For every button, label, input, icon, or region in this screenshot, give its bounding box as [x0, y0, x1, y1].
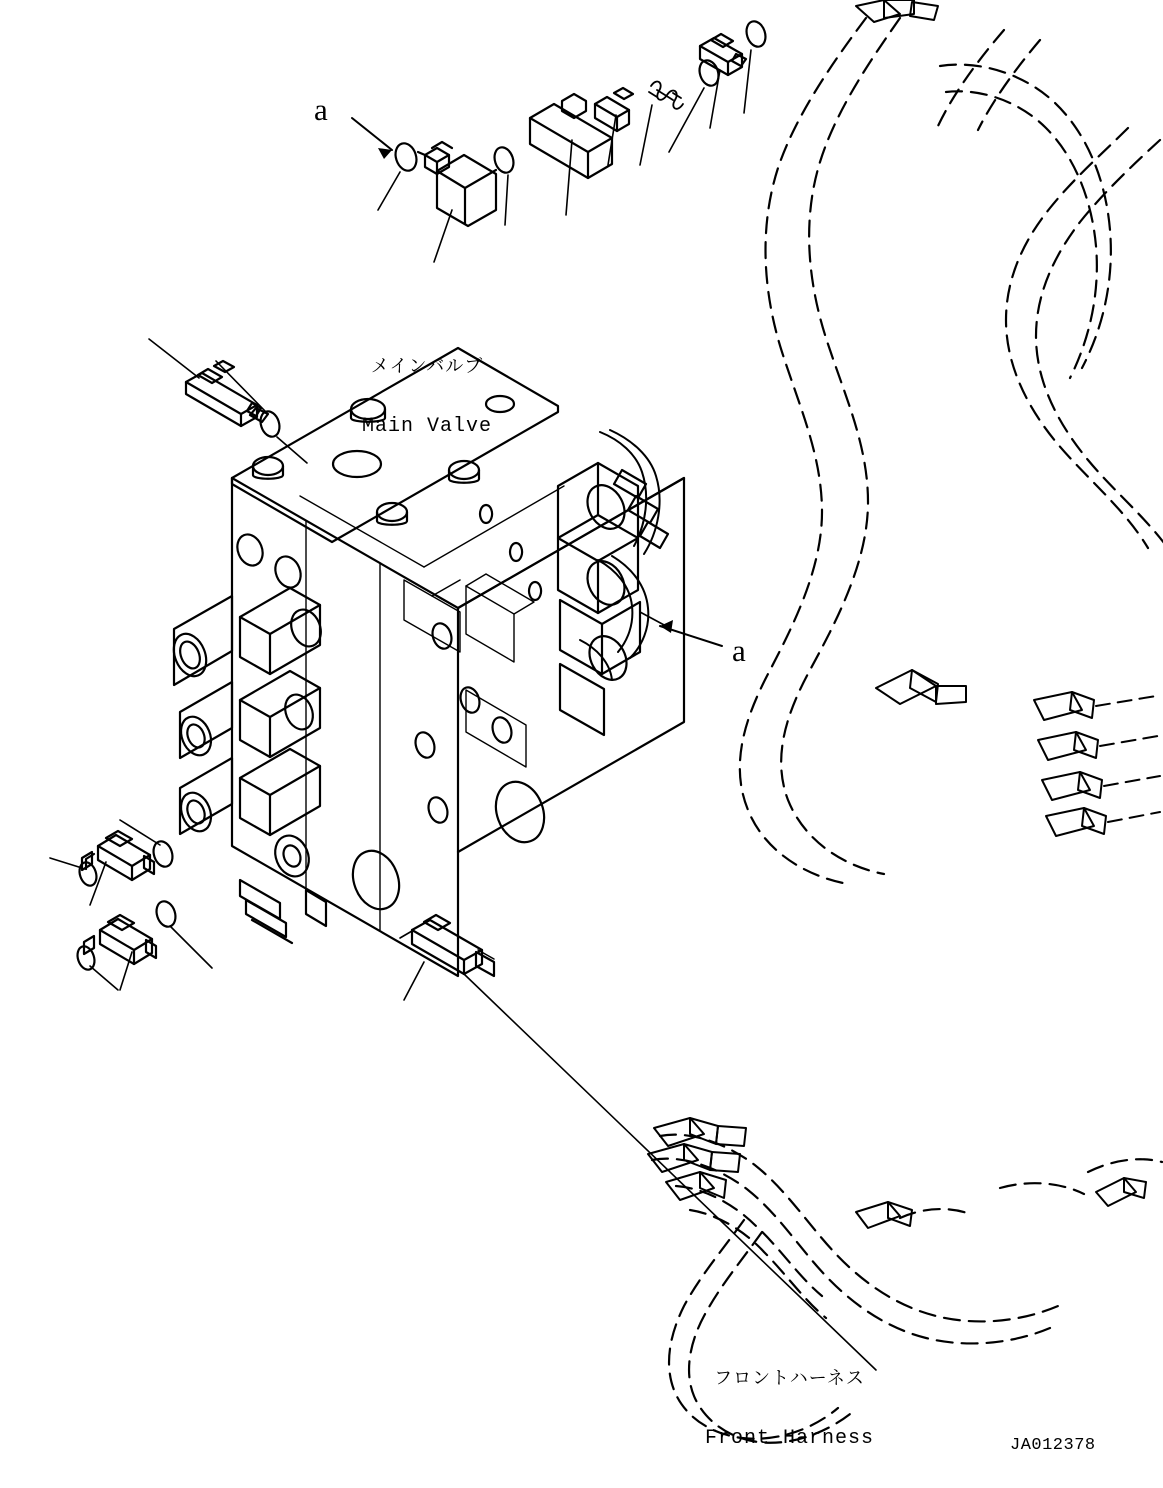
front-harness-label-jp: フロントハーネス — [714, 1367, 865, 1389]
front-harness-lower-connectors — [648, 1118, 1146, 1228]
main-valve-label-jp: メインバルブ — [370, 355, 484, 377]
front-harness-connectors-right — [856, 0, 1160, 836]
front-harness-label-en: Front Harness — [705, 1426, 875, 1450]
front-harness-upper — [740, 18, 1111, 884]
callout-a-middle: a — [732, 633, 746, 668]
bottom-sensor-fitting — [400, 915, 876, 1370]
upper-left-fitting — [149, 339, 307, 463]
callout-a-top: a — [314, 92, 328, 127]
front-harness-label — [705, 1330, 874, 1488]
top-solenoid-exploded-group — [352, 19, 769, 262]
lower-left-fittings — [50, 820, 212, 990]
main-valve-label-en: Main Valve — [362, 414, 493, 438]
drawing-number: JA012378 — [1010, 1436, 1096, 1455]
main-valve-label — [362, 318, 492, 476]
